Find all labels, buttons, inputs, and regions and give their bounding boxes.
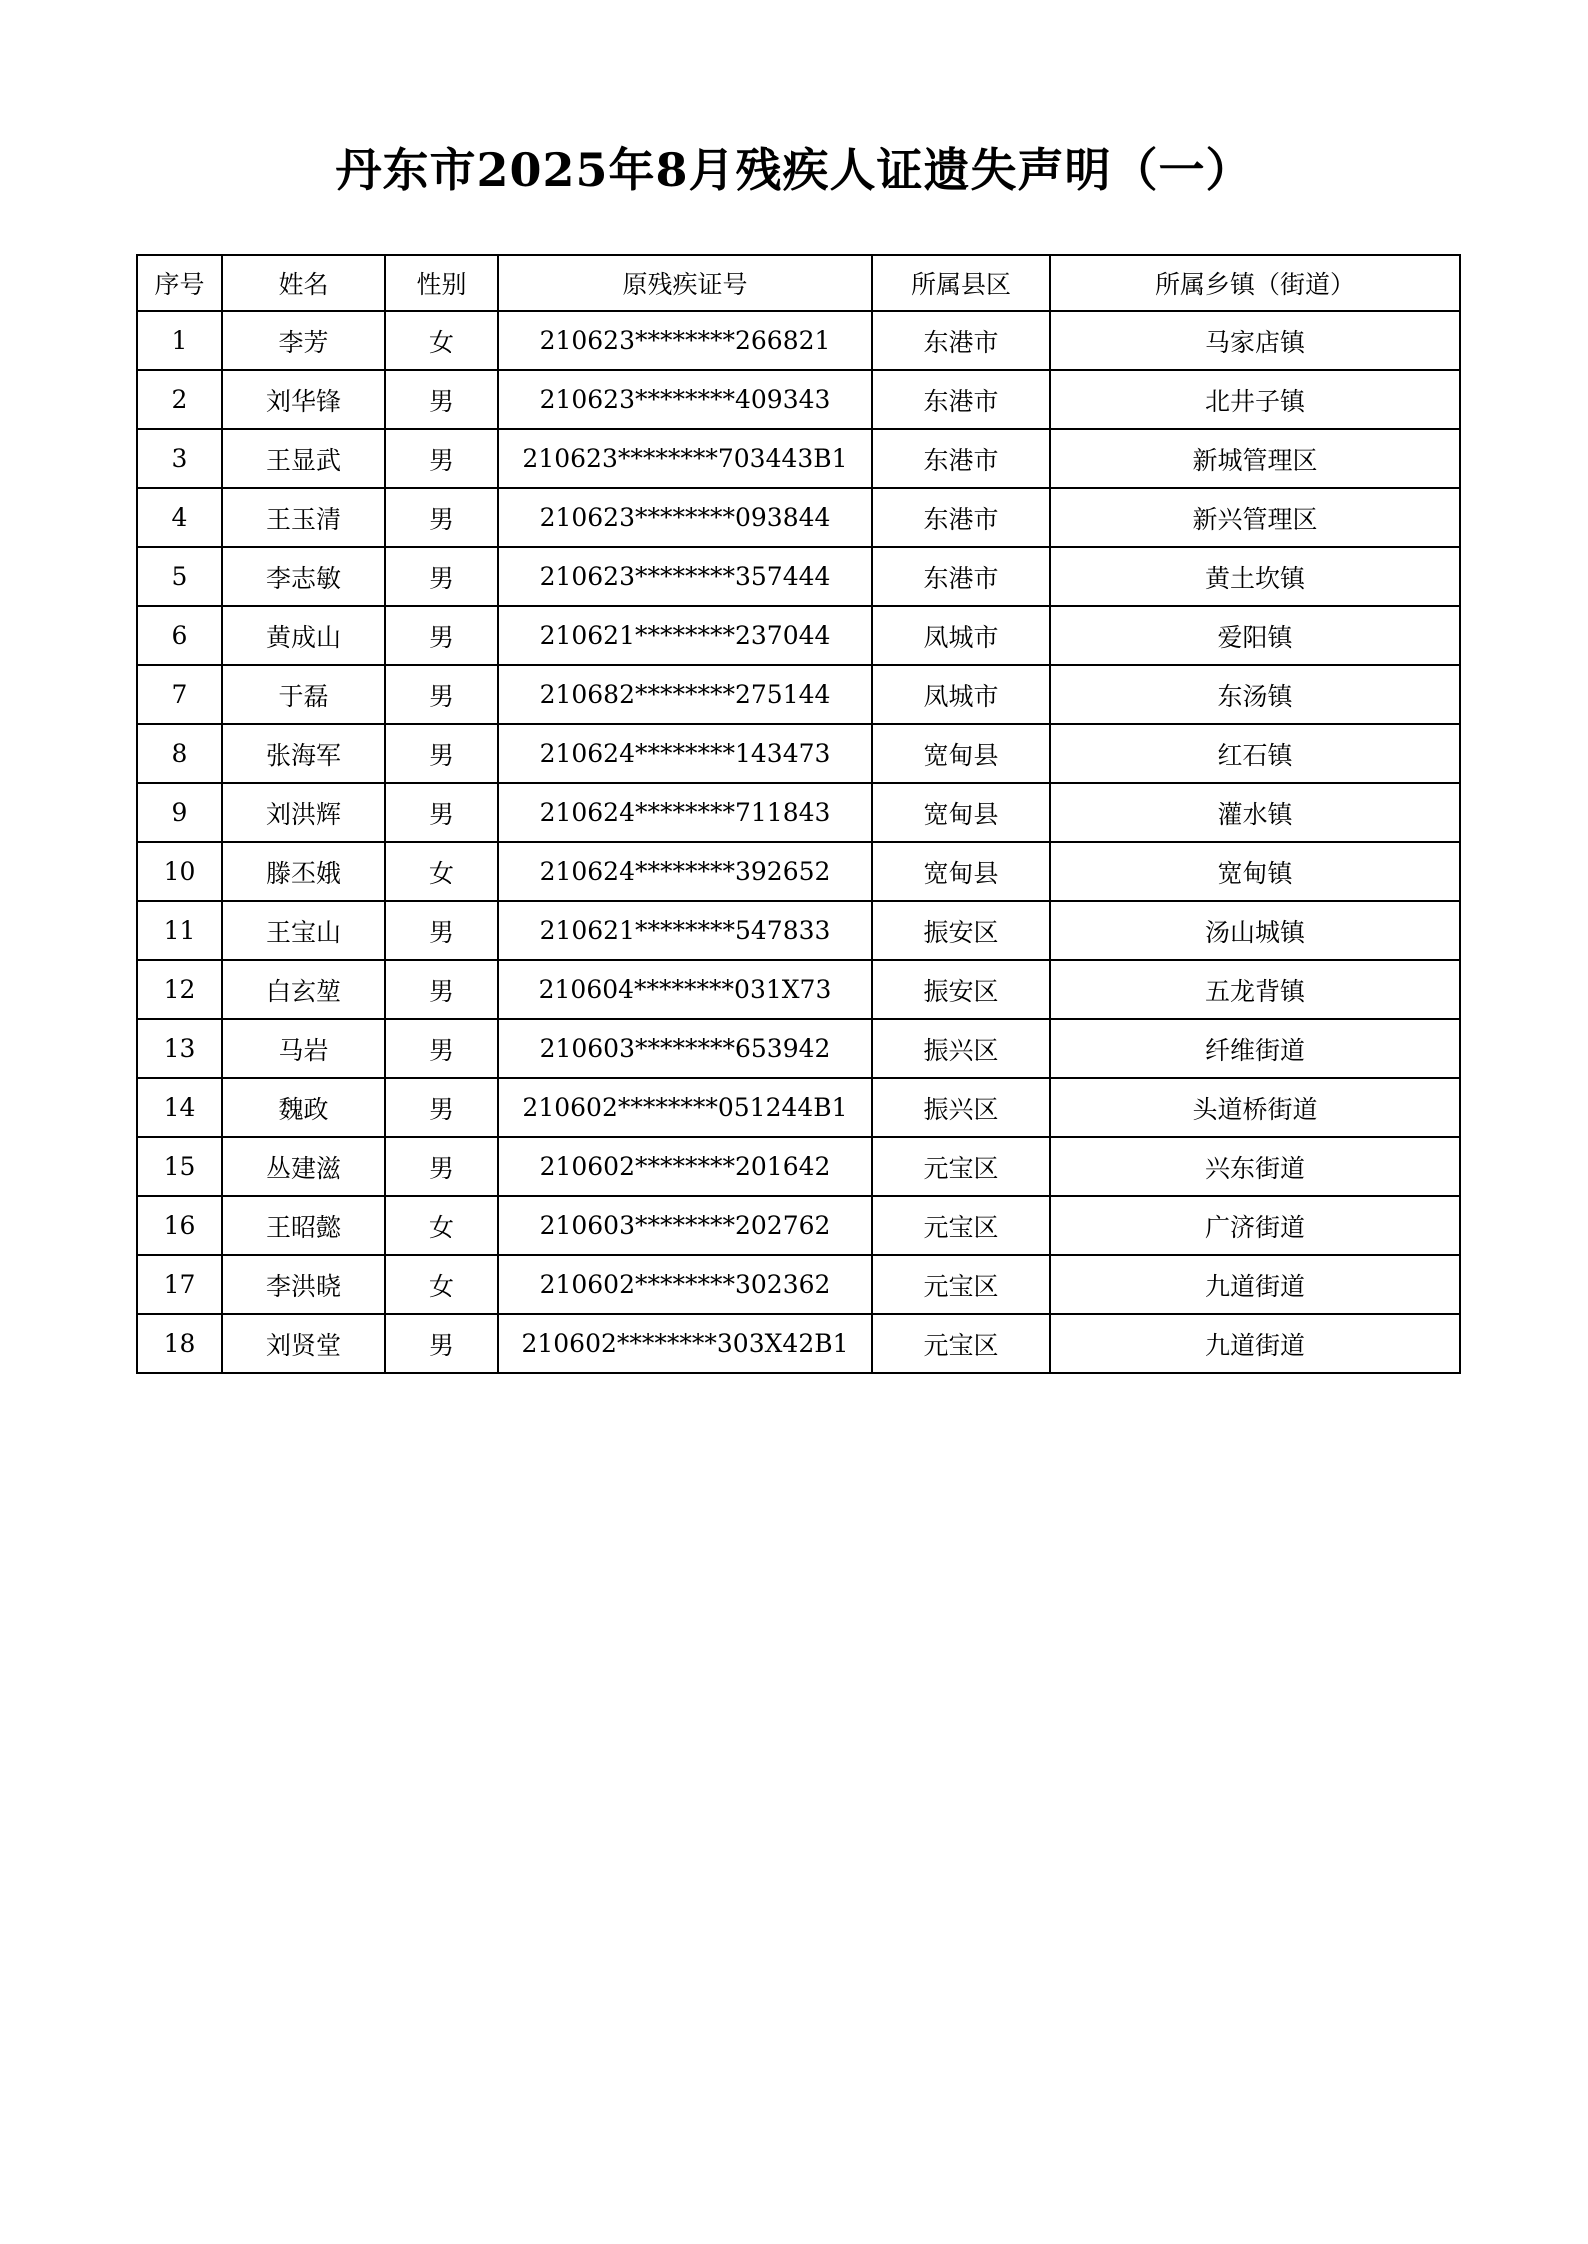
cell-county: 东港市 [872, 311, 1050, 370]
cell-name: 李洪晓 [222, 1255, 385, 1314]
cell-county: 东港市 [872, 488, 1050, 547]
cell-town: 兴东街道 [1050, 1137, 1460, 1196]
cell-name: 魏政 [222, 1078, 385, 1137]
cell-town: 灌水镇 [1050, 783, 1460, 842]
cell-town: 宽甸镇 [1050, 842, 1460, 901]
cell-certificate-number: 210682********275144 [498, 665, 872, 724]
table-row [137, 311, 1460, 370]
table-row [137, 1019, 1460, 1078]
cell-gender: 女 [385, 1196, 498, 1255]
cell-certificate-number: 210604********031X73 [498, 960, 872, 1019]
cell-county: 元宝区 [872, 1137, 1050, 1196]
cell-town: 黄土坎镇 [1050, 547, 1460, 606]
cell-gender: 女 [385, 842, 498, 901]
cell-serial: 11 [137, 901, 222, 960]
cell-gender: 男 [385, 606, 498, 665]
cell-town: 头道桥街道 [1050, 1078, 1460, 1137]
table-row [137, 1137, 1460, 1196]
cell-name: 李芳 [222, 311, 385, 370]
cell-county: 东港市 [872, 547, 1050, 606]
cell-county: 宽甸县 [872, 783, 1050, 842]
header-town: 所属乡镇（街道） [1050, 255, 1460, 311]
cell-gender: 男 [385, 1314, 498, 1373]
cell-name: 王宝山 [222, 901, 385, 960]
table-row [137, 606, 1460, 665]
cell-county: 振兴区 [872, 1019, 1050, 1078]
cell-certificate-number: 210623********703443B1 [498, 429, 872, 488]
cell-serial: 6 [137, 606, 222, 665]
cell-town: 北井子镇 [1050, 370, 1460, 429]
table-header-row [137, 255, 1460, 311]
cell-county: 东港市 [872, 370, 1050, 429]
table-row [137, 1255, 1460, 1314]
cell-serial: 13 [137, 1019, 222, 1078]
header-name: 姓名 [222, 255, 385, 311]
cell-serial: 15 [137, 1137, 222, 1196]
cell-county: 元宝区 [872, 1196, 1050, 1255]
table-row [137, 1196, 1460, 1255]
cell-county: 振安区 [872, 901, 1050, 960]
cell-gender: 女 [385, 311, 498, 370]
cell-certificate-number: 210624********392652 [498, 842, 872, 901]
cell-serial: 7 [137, 665, 222, 724]
cell-town: 九道街道 [1050, 1255, 1460, 1314]
cell-name: 王显武 [222, 429, 385, 488]
cell-certificate-number: 210621********237044 [498, 606, 872, 665]
cell-county: 元宝区 [872, 1255, 1050, 1314]
cell-name: 马岩 [222, 1019, 385, 1078]
header-serial: 序号 [137, 255, 222, 311]
cell-certificate-number: 210602********303X42B1 [498, 1314, 872, 1373]
cell-county: 振兴区 [872, 1078, 1050, 1137]
cell-town: 广济街道 [1050, 1196, 1460, 1255]
cell-serial: 17 [137, 1255, 222, 1314]
cell-name: 张海军 [222, 724, 385, 783]
table-row [137, 1078, 1460, 1137]
cell-serial: 10 [137, 842, 222, 901]
cell-serial: 8 [137, 724, 222, 783]
cell-gender: 男 [385, 1137, 498, 1196]
cell-certificate-number: 210602********302362 [498, 1255, 872, 1314]
cell-certificate-number: 210602********051244B1 [498, 1078, 872, 1137]
cell-serial: 2 [137, 370, 222, 429]
table-row [137, 724, 1460, 783]
cell-certificate-number: 210623********409343 [498, 370, 872, 429]
cell-name: 黄成山 [222, 606, 385, 665]
header-county: 所属县区 [872, 255, 1050, 311]
lost-certificate-table [136, 254, 1461, 1374]
cell-certificate-number: 210623********266821 [498, 311, 872, 370]
cell-gender: 男 [385, 488, 498, 547]
table-row [137, 901, 1460, 960]
cell-county: 凤城市 [872, 606, 1050, 665]
cell-serial: 3 [137, 429, 222, 488]
cell-name: 王玉清 [222, 488, 385, 547]
table-row [137, 1314, 1460, 1373]
cell-name: 王昭懿 [222, 1196, 385, 1255]
cell-gender: 男 [385, 665, 498, 724]
cell-serial: 18 [137, 1314, 222, 1373]
cell-certificate-number: 210623********093844 [498, 488, 872, 547]
cell-town: 东汤镇 [1050, 665, 1460, 724]
table-row [137, 429, 1460, 488]
cell-gender: 男 [385, 901, 498, 960]
cell-name: 滕丕娥 [222, 842, 385, 901]
cell-certificate-number: 210621********547833 [498, 901, 872, 960]
cell-gender: 女 [385, 1255, 498, 1314]
cell-name: 李志敏 [222, 547, 385, 606]
cell-name: 刘贤堂 [222, 1314, 385, 1373]
cell-name: 于磊 [222, 665, 385, 724]
cell-county: 东港市 [872, 429, 1050, 488]
cell-gender: 男 [385, 1078, 498, 1137]
table-row [137, 960, 1460, 1019]
cell-certificate-number: 210603********653942 [498, 1019, 872, 1078]
cell-county: 振安区 [872, 960, 1050, 1019]
cell-serial: 16 [137, 1196, 222, 1255]
cell-county: 元宝区 [872, 1314, 1050, 1373]
cell-name: 刘洪辉 [222, 783, 385, 842]
cell-certificate-number: 210602********201642 [498, 1137, 872, 1196]
cell-certificate-number: 210603********202762 [498, 1196, 872, 1255]
cell-town: 纤维街道 [1050, 1019, 1460, 1078]
cell-name: 刘华锋 [222, 370, 385, 429]
cell-town: 爱阳镇 [1050, 606, 1460, 665]
table-row [137, 488, 1460, 547]
cell-certificate-number: 210624********143473 [498, 724, 872, 783]
cell-gender: 男 [385, 960, 498, 1019]
table-row [137, 783, 1460, 842]
table-row [137, 665, 1460, 724]
cell-serial: 4 [137, 488, 222, 547]
cell-serial: 1 [137, 311, 222, 370]
cell-gender: 男 [385, 429, 498, 488]
cell-county: 凤城市 [872, 665, 1050, 724]
table-row [137, 547, 1460, 606]
cell-gender: 男 [385, 1019, 498, 1078]
cell-town: 九道街道 [1050, 1314, 1460, 1373]
cell-gender: 男 [385, 724, 498, 783]
cell-town: 马家店镇 [1050, 311, 1460, 370]
cell-gender: 男 [385, 370, 498, 429]
cell-name: 丛建滋 [222, 1137, 385, 1196]
document-title: 丹东市2025年8月残疾人证遗失声明（一） [335, 143, 1253, 197]
cell-county: 宽甸县 [872, 724, 1050, 783]
header-certificate-number: 原残疾证号 [498, 255, 872, 311]
table-row [137, 370, 1460, 429]
cell-gender: 男 [385, 547, 498, 606]
cell-certificate-number: 210624********711843 [498, 783, 872, 842]
header-gender: 性别 [385, 255, 498, 311]
cell-gender: 男 [385, 783, 498, 842]
cell-serial: 9 [137, 783, 222, 842]
cell-town: 红石镇 [1050, 724, 1460, 783]
table-row [137, 842, 1460, 901]
cell-town: 五龙背镇 [1050, 960, 1460, 1019]
cell-town: 新兴管理区 [1050, 488, 1460, 547]
cell-serial: 12 [137, 960, 222, 1019]
cell-town: 新城管理区 [1050, 429, 1460, 488]
cell-certificate-number: 210623********357444 [498, 547, 872, 606]
cell-serial: 5 [137, 547, 222, 606]
cell-name: 白玄堃 [222, 960, 385, 1019]
table-body [137, 311, 1460, 1373]
cell-town: 汤山城镇 [1050, 901, 1460, 960]
cell-serial: 14 [137, 1078, 222, 1137]
cell-county: 宽甸县 [872, 842, 1050, 901]
